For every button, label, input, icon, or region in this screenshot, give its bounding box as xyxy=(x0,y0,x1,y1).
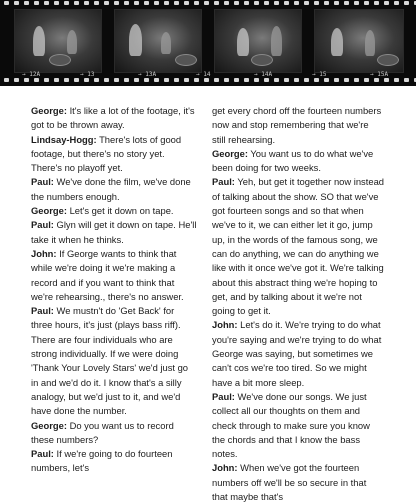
transcript-line xyxy=(212,461,384,504)
film-sprocket-hole xyxy=(44,78,49,82)
film-sprocket-hole xyxy=(304,78,309,82)
film-sprocket-hole xyxy=(394,1,399,5)
dialogue-text: It's like a lot of the footage, it's got to be thrown away. xyxy=(31,105,195,131)
film-sprockets-bottom xyxy=(0,78,416,84)
film-sprocket-hole xyxy=(234,78,239,82)
film-edge-code: → 14 xyxy=(196,71,211,78)
film-sprocket-hole xyxy=(174,78,179,82)
dialogue-text: Glyn will get it down on tape. He'll take it when he thinks. xyxy=(31,219,197,245)
film-sprocket-hole xyxy=(184,78,189,82)
film-sprocket-hole xyxy=(174,1,179,5)
film-sprocket-hole xyxy=(284,78,289,82)
film-sprocket-hole xyxy=(124,78,129,82)
film-sprocket-hole xyxy=(84,1,89,5)
film-sprocket-hole xyxy=(244,1,249,5)
film-sprocket-hole xyxy=(184,1,189,5)
speaker-name: John: xyxy=(212,319,238,331)
film-sprocket-hole xyxy=(334,1,339,5)
dialogue-text: Do you want us to record these numbers? xyxy=(31,419,174,445)
film-sprocket-hole xyxy=(114,78,119,82)
dialogue-text: Let's get it down on tape. xyxy=(69,205,174,217)
speaker-name: George: xyxy=(31,105,67,116)
film-sprocket-hole xyxy=(274,78,279,82)
film-sprocket-hole xyxy=(34,78,39,82)
speaker-name: Paul: xyxy=(212,176,235,188)
film-sprocket-hole xyxy=(254,78,259,82)
speaker-name: George: xyxy=(31,205,67,217)
film-sprocket-hole xyxy=(294,78,299,82)
film-sprocket-hole xyxy=(164,78,169,82)
film-sprocket-hole xyxy=(154,1,159,5)
film-sprocket-hole xyxy=(64,78,69,82)
film-sprockets-top xyxy=(0,1,416,7)
transcript-line xyxy=(212,318,384,389)
film-sprocket-hole xyxy=(124,1,129,5)
film-sprocket-hole xyxy=(214,1,219,5)
film-sprocket-hole xyxy=(344,78,349,82)
film-sprocket-hole xyxy=(44,1,49,5)
film-edge-codes xyxy=(0,71,416,78)
film-edge-code: → 13A xyxy=(138,71,157,78)
film-sprocket-hole xyxy=(324,1,329,5)
film-frame-3 xyxy=(214,9,302,73)
film-sprocket-hole xyxy=(374,1,379,5)
film-sprocket-hole xyxy=(224,1,229,5)
film-sprocket-hole xyxy=(64,1,69,5)
film-sprocket-hole xyxy=(204,78,209,82)
dialogue-text: Let's do it. We're trying to do what you're saying and we're trying to do what George was saying, but sometimes we can't cos we're too tired. So we might have a bit more sleep. xyxy=(212,319,382,388)
film-sprocket-hole xyxy=(374,78,379,82)
dialogue-text: If we're going to do fourteen numbers, let's xyxy=(31,448,173,474)
film-sprocket-hole xyxy=(384,1,389,5)
film-sprocket-hole xyxy=(94,78,99,82)
film-sprocket-hole xyxy=(4,1,9,5)
transcript-line xyxy=(31,175,197,204)
film-edge-code: → 15A xyxy=(370,71,389,78)
film-sprocket-hole xyxy=(194,1,199,5)
film-sprocket-hole xyxy=(284,1,289,5)
film-sprocket-hole xyxy=(404,1,409,5)
speaker-name: Paul: xyxy=(31,305,54,317)
transcript-column-left xyxy=(31,104,197,476)
transcript-line xyxy=(31,304,197,418)
film-sprocket-hole xyxy=(54,1,59,5)
film-sprocket-hole xyxy=(104,1,109,5)
film-sprocket-hole xyxy=(14,78,19,82)
film-sprocket-hole xyxy=(354,1,359,5)
speaker-name: George: xyxy=(31,419,67,431)
film-sprocket-hole xyxy=(204,1,209,5)
film-frame-1 xyxy=(14,9,102,73)
film-sprocket-hole xyxy=(274,1,279,5)
film-sprocket-hole xyxy=(264,78,269,82)
dialogue-text: If George wants to think that while we're doing it we're making a record and if you want to think that we're rehearsing., there's no answer. xyxy=(31,247,184,302)
film-sprocket-hole xyxy=(134,1,139,5)
film-sprocket-hole xyxy=(234,1,239,5)
film-frame-4 xyxy=(314,9,404,73)
film-sprocket-hole xyxy=(134,78,139,82)
transcript-line xyxy=(31,104,197,133)
film-sprocket-hole xyxy=(354,78,359,82)
film-sprocket-hole xyxy=(364,78,369,82)
film-sprocket-hole xyxy=(144,1,149,5)
film-sprocket-hole xyxy=(104,78,109,82)
transcript-line xyxy=(212,390,384,461)
film-sprocket-hole xyxy=(314,1,319,5)
film-sprocket-hole xyxy=(24,78,29,82)
film-sprocket-hole xyxy=(344,1,349,5)
dialogue-text: When we've got the fourteen numbers off we'll be so secure in that that maybe that's xyxy=(212,462,367,503)
dialogue-text: You want us to do what we've been doing for two weeks. xyxy=(212,147,374,174)
film-frame-2 xyxy=(114,9,202,73)
film-edge-code: → 14A xyxy=(254,71,273,78)
dialogue-text: Yeh, but get it together now instead of talking about the show. SO that we've got fourteen songs and so that when we've to it, we can either let it go, jump up, in the words of the famous song, we can do anything, we can do anything we like with it once we've got it. We're talking about this abstract thing we're hoping to get, and by talking about it we're not going to get it. xyxy=(212,176,384,317)
film-strip-image xyxy=(0,0,416,86)
film-sprocket-hole xyxy=(94,1,99,5)
speaker-name: Paul: xyxy=(31,448,54,460)
film-edge-code: → 12A xyxy=(22,71,41,78)
film-sprocket-hole xyxy=(394,78,399,82)
film-sprocket-hole xyxy=(364,1,369,5)
film-sprocket-hole xyxy=(114,1,119,5)
transcript-line xyxy=(31,218,197,247)
speaker-name: John: xyxy=(31,247,57,259)
dialogue-text: There's lots of good footage, but there's no story yet. There's no playoff yet. xyxy=(31,133,182,174)
film-sprocket-hole xyxy=(84,78,89,82)
speaker-name: Paul: xyxy=(31,176,54,188)
film-sprocket-hole xyxy=(4,78,9,82)
film-sprocket-hole xyxy=(254,1,259,5)
speaker-name: John: xyxy=(212,462,238,474)
film-sprocket-hole xyxy=(244,78,249,82)
transcript-line xyxy=(31,419,197,448)
film-sprocket-hole xyxy=(74,1,79,5)
film-sprocket-hole xyxy=(214,78,219,82)
transcript-line xyxy=(212,147,384,176)
film-sprocket-hole xyxy=(54,78,59,82)
transcript-line xyxy=(31,133,197,176)
speaker-name: Lindsay-Hogg: xyxy=(31,133,97,145)
speaker-name: Paul: xyxy=(31,219,54,231)
transcript-line xyxy=(31,247,197,304)
film-sprocket-hole xyxy=(264,1,269,5)
film-sprocket-hole xyxy=(334,78,339,82)
film-sprocket-hole xyxy=(324,78,329,82)
film-sprocket-hole xyxy=(24,1,29,5)
dialogue-text: get every chord off the fourteen numbers now and stop remembering that we're still rehearsing. xyxy=(212,105,382,145)
film-sprocket-hole xyxy=(34,1,39,5)
film-sprocket-hole xyxy=(194,78,199,82)
transcript-column-right xyxy=(212,104,384,504)
film-sprocket-hole xyxy=(154,78,159,82)
transcript-line xyxy=(212,175,384,318)
film-sprocket-hole xyxy=(164,1,169,5)
film-sprocket-hole xyxy=(14,1,19,5)
film-sprocket-hole xyxy=(384,78,389,82)
film-sprocket-hole xyxy=(294,1,299,5)
transcript-line xyxy=(31,447,197,476)
dialogue-text: We mustn't do 'Get Back' for three hours, it's just (plays bass riff). There are four individuals who are strong individually. If we were doing 'Thank Your Lovely Stars' we'd just go in and we'd do it. I know that's a silly analogy, but we'd just to it, and we'd have done the number. xyxy=(31,305,189,417)
film-edge-code: → 13 xyxy=(80,71,95,78)
speaker-name: George: xyxy=(212,147,248,159)
dialogue-text: We've done our songs. We just collect all our thoughts on them and check through to make sure you know the chords and that I know the bass notes. xyxy=(212,390,370,460)
film-sprocket-hole xyxy=(74,78,79,82)
transcript-line xyxy=(212,104,384,147)
dialogue-text: We've done the film, we've done the numbers enough. xyxy=(31,176,191,202)
film-edge-code: → 15 xyxy=(312,71,327,78)
film-sprocket-hole xyxy=(314,78,319,82)
transcript-line xyxy=(31,204,197,218)
film-sprocket-hole xyxy=(404,78,409,82)
film-sprocket-hole xyxy=(144,78,149,82)
speaker-name: Paul: xyxy=(212,390,235,402)
film-sprocket-hole xyxy=(304,1,309,5)
film-sprocket-hole xyxy=(224,78,229,82)
